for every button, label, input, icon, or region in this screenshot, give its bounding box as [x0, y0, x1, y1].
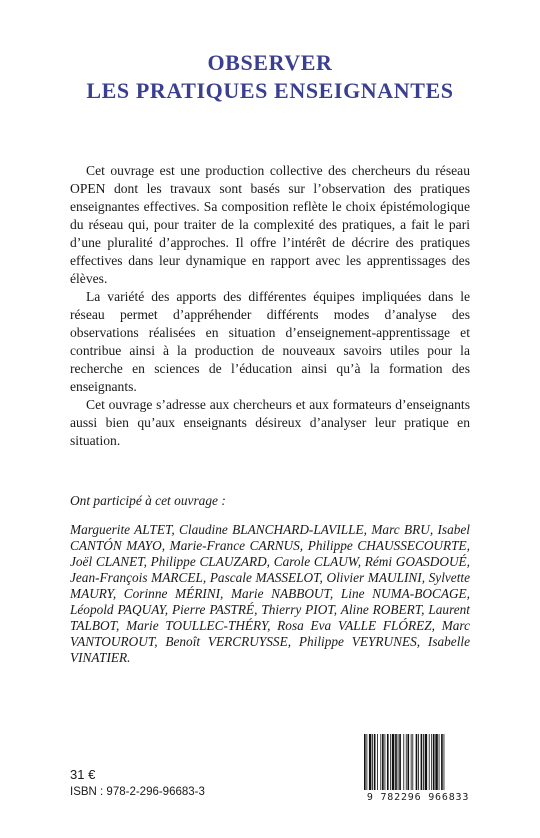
paragraph-1: Cet ouvrage est une production collective des chercheurs du réseau OPEN dont les travaux sont basés sur l’observation des pratiques enseignantes effectives. Sa composition reflète le choix épistémologique du réseau qui, pour traiter de la complexité des pratiques, a fait le pari d’une pluralité d’approches. Il offre l’intérêt de décrire des pratiques effectives dans leur dynamique en rapport avec les apprentissages des élèves.: [70, 163, 470, 286]
barcode: [363, 734, 473, 804]
paragraph-2: La variété des apports des différentes équipes impliquées dans le réseau permet d’appréhender différents modes d’analyse des observations réalisées en situation d’enseignement-apprentissage et contribue ainsi à la production de nouveaux savoirs utiles pour la recherche en sciences de l’éducation ainsi qu’à la formation des enseignants.: [70, 289, 470, 394]
isbn: ISBN : 978-2-296-96683-3: [70, 786, 205, 798]
back-cover-description: [70, 162, 470, 450]
contributors-label: Ont participé à cet ouvrage :: [70, 493, 226, 508]
barcode-bars: [363, 734, 473, 790]
paragraph-3: Cet ouvrage s’adresse aux chercheurs et aux formateurs d’enseignants aussi bien qu’aux enseignants désireux d’analyser leur pratique en situation.: [70, 397, 470, 448]
page-title-line-1: OBSERVER: [207, 50, 333, 75]
contributors-list: Marguerite ALTET, Claudine BLANCHARD-LAVILLE, Marc BRU, Isabel CANTÓN MAYO, Marie-France CARNUS, Philippe CHAUSSECOURTE, Joël CLANET, Philippe CLAUZARD, Carole CLAUW, Rémi GOASDOUÉ, Jean-François MARCEL, Pascale MASSELOT, Olivier MAULINI, Sylvette MAURY, Corinne MÉRINI, Marie NABBOUT, Line NUMA-BOCAGE, Léopold PAQUAY, Pierre PASTRÉ, Thierry PIOT, Aline ROBERT, Laurent TALBOT, Marie TOULLEC-THÉRY, Rosa Eva VALLE FLÓREZ, Marc VANTOUROUT, Benoît VERCRUYSSE, Philippe VEYRUNES, Isabelle VINATIER.: [70, 522, 470, 665]
barcode-digits: 9 782296 966833: [366, 792, 470, 803]
price: 31 €: [70, 767, 96, 782]
page-title-line-2: LES PRATIQUES ENSEIGNANTES: [86, 78, 454, 103]
